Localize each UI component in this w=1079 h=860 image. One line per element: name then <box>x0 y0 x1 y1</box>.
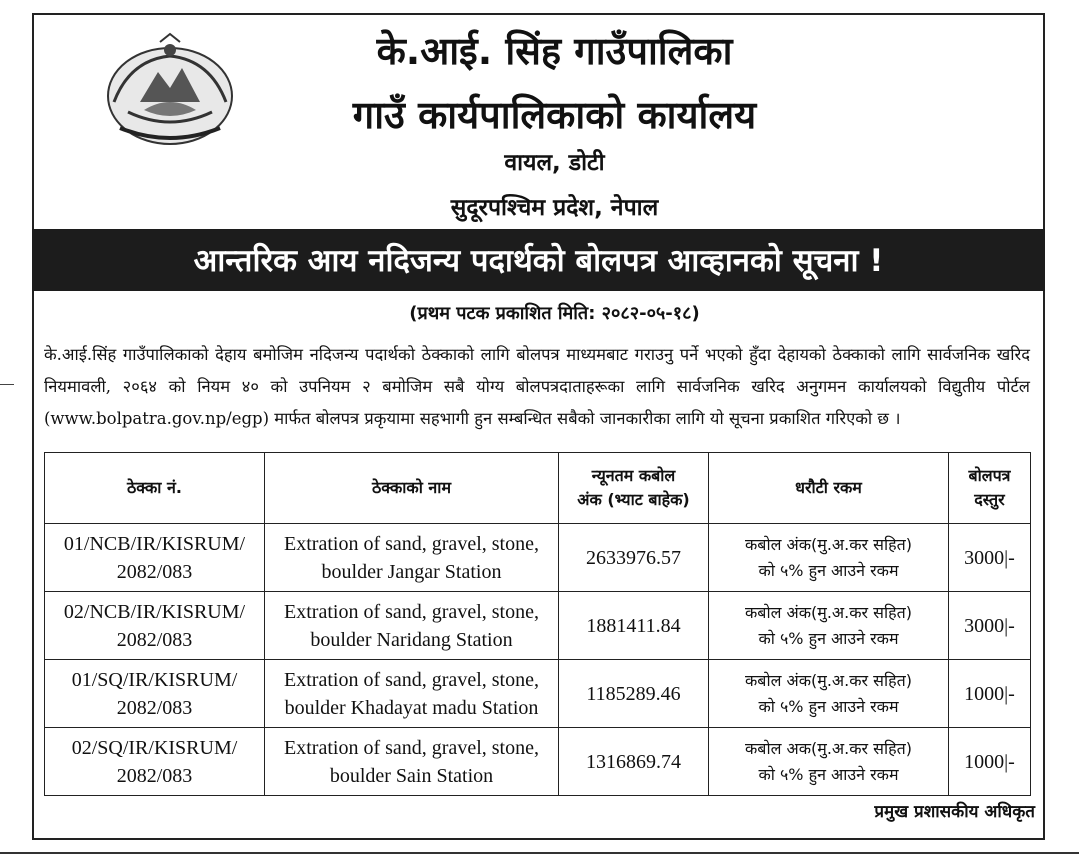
header-contract-no: ठेक्का नं. <box>45 453 265 524</box>
contract-no-line2: 2082/083 <box>116 696 193 719</box>
province-country: सुदूरपश्चिम प्रदेश, नेपाल <box>450 195 659 221</box>
fee-cell: 1000|- <box>949 728 1031 796</box>
deposit-line2: को ५% हुन आउने रकम <box>758 764 899 784</box>
header-fee-line1: बोलपत्र <box>968 466 1011 485</box>
deposit-line2: को ५% हुन आउने रकम <box>758 696 899 716</box>
deposit-cell <box>709 728 949 796</box>
contract-name-line2: boulder Khadayat madu Station <box>284 696 539 719</box>
header-fee-line2: दस्तुर <box>974 490 1005 509</box>
contract-no-line1: 02/NCB/IR/KISRUM/ <box>63 600 246 623</box>
fee-cell: 3000|- <box>949 524 1031 592</box>
deposit-line2: को ५% हुन आउने रकम <box>758 628 899 648</box>
contract-name-line1: Extration of sand, gravel, stone, <box>284 668 539 691</box>
contract-name-line1: Extration of sand, gravel, stone, <box>284 600 539 623</box>
contract-no-cell <box>45 592 265 660</box>
min-bid-cell: 2633976.57 <box>559 524 709 592</box>
contract-no-line1: 02/SQ/IR/KISRUM/ <box>71 736 238 759</box>
table-row <box>45 524 1031 592</box>
notice-title: आन्तरिक आय नदिजन्य पदार्थको बोलपत्र आव्हानको सूचना ! <box>193 243 884 279</box>
contract-no-line1: 01/NCB/IR/KISRUM/ <box>63 532 246 555</box>
bottom-rule <box>0 852 1079 854</box>
contract-name-cell <box>265 524 559 592</box>
contract-name-line2: boulder Jangar Station <box>321 560 502 583</box>
contract-no-cell <box>45 524 265 592</box>
contract-no-line1: 01/SQ/IR/KISRUM/ <box>71 668 238 691</box>
header-min-bid <box>559 453 709 524</box>
deposit-cell <box>709 660 949 728</box>
contract-name-line2: boulder Sain Station <box>329 764 494 787</box>
table-row <box>45 660 1031 728</box>
table-row <box>45 592 1031 660</box>
deposit-cell <box>709 592 949 660</box>
contract-name-line1: Extration of sand, gravel, stone, <box>284 532 539 555</box>
office-name: गाउँ कार्यपालिकाको कार्यालय <box>352 93 757 137</box>
municipality-name: के.आई. सिंह गाउँपालिका <box>376 29 733 73</box>
contract-no-line2: 2082/083 <box>116 764 193 787</box>
office-location: वायल, डोटी <box>504 150 605 176</box>
min-bid-cell: 1316869.74 <box>559 728 709 796</box>
fee-cell: 1000|- <box>949 660 1031 728</box>
deposit-cell <box>709 524 949 592</box>
header-contract-name: ठेक्काको नाम <box>265 453 559 524</box>
contract-name-cell <box>265 660 559 728</box>
header-min-bid-line1: न्यूनतम कबोल <box>591 466 676 485</box>
deposit-line1: कबोल अंक(मु.अ.कर सहित) <box>745 602 912 622</box>
deposit-line1: कबोल अंक(मु.अ.कर सहित) <box>745 670 912 690</box>
contract-no-cell <box>45 660 265 728</box>
header-min-bid-line2: अंक (भ्याट बाहेक) <box>577 490 690 509</box>
contract-no-line2: 2082/083 <box>116 560 193 583</box>
header-fee <box>949 453 1031 524</box>
publication-date: (प्रथम पटक प्रकाशित मिति: २०८२-०५-१८) <box>409 303 700 324</box>
deposit-line2: को ५% हुन आउने रकम <box>758 560 899 580</box>
signatory-title: प्रमुख प्रशासकीय अधिकृत <box>874 802 1035 822</box>
table-row <box>45 728 1031 796</box>
deposit-line1: कबोल अंक(मु.अ.कर सहित) <box>745 534 912 554</box>
contract-name-cell <box>265 728 559 796</box>
min-bid-cell: 1185289.46 <box>559 660 709 728</box>
contract-name-cell <box>265 592 559 660</box>
contract-name-line1: Extration of sand, gravel, stone, <box>284 736 539 759</box>
notice-body: के.आई.सिंह गाउँपालिकाको देहाय बमोजिम नदिजन्य पदार्थको ठेक्काको लागि बोलपत्र माध्यमबाट गराउनु पर्ने भएको हुँदा देहायको ठेक्काको लागि सार्वजनिक खरिद नियमावली, २०६४ को नियम ४० को उपनियम २ बमोजिम सबै योग्य बोलपत्रदाताहरूका लागि सार्वजनिक खरिद अनुगमन कार्यालयको विद्युतीय पोर्टल (www.bolpatra.gov.np/egp) मार्फत बोलपत्र प्रकृयामा सहभागी हुन सम्बन्धित सबैको जानकारीका लागि यो सूचना प्रकाशित गरिएको छ । <box>44 345 1031 428</box>
page-edge-mark <box>0 384 14 385</box>
tender-table <box>44 452 1031 796</box>
min-bid-cell: 1881411.84 <box>559 592 709 660</box>
header-deposit: धरौटी रकम <box>709 453 949 524</box>
table-header-row <box>45 453 1031 524</box>
deposit-line1: कबोल अक(मु.अ.कर सहित) <box>745 738 912 758</box>
contract-no-cell <box>45 728 265 796</box>
contract-no-line2: 2082/083 <box>116 628 193 651</box>
contract-name-line2: boulder Naridang Station <box>310 628 513 651</box>
notice-title-banner <box>32 229 1045 291</box>
fee-cell: 3000|- <box>949 592 1031 660</box>
